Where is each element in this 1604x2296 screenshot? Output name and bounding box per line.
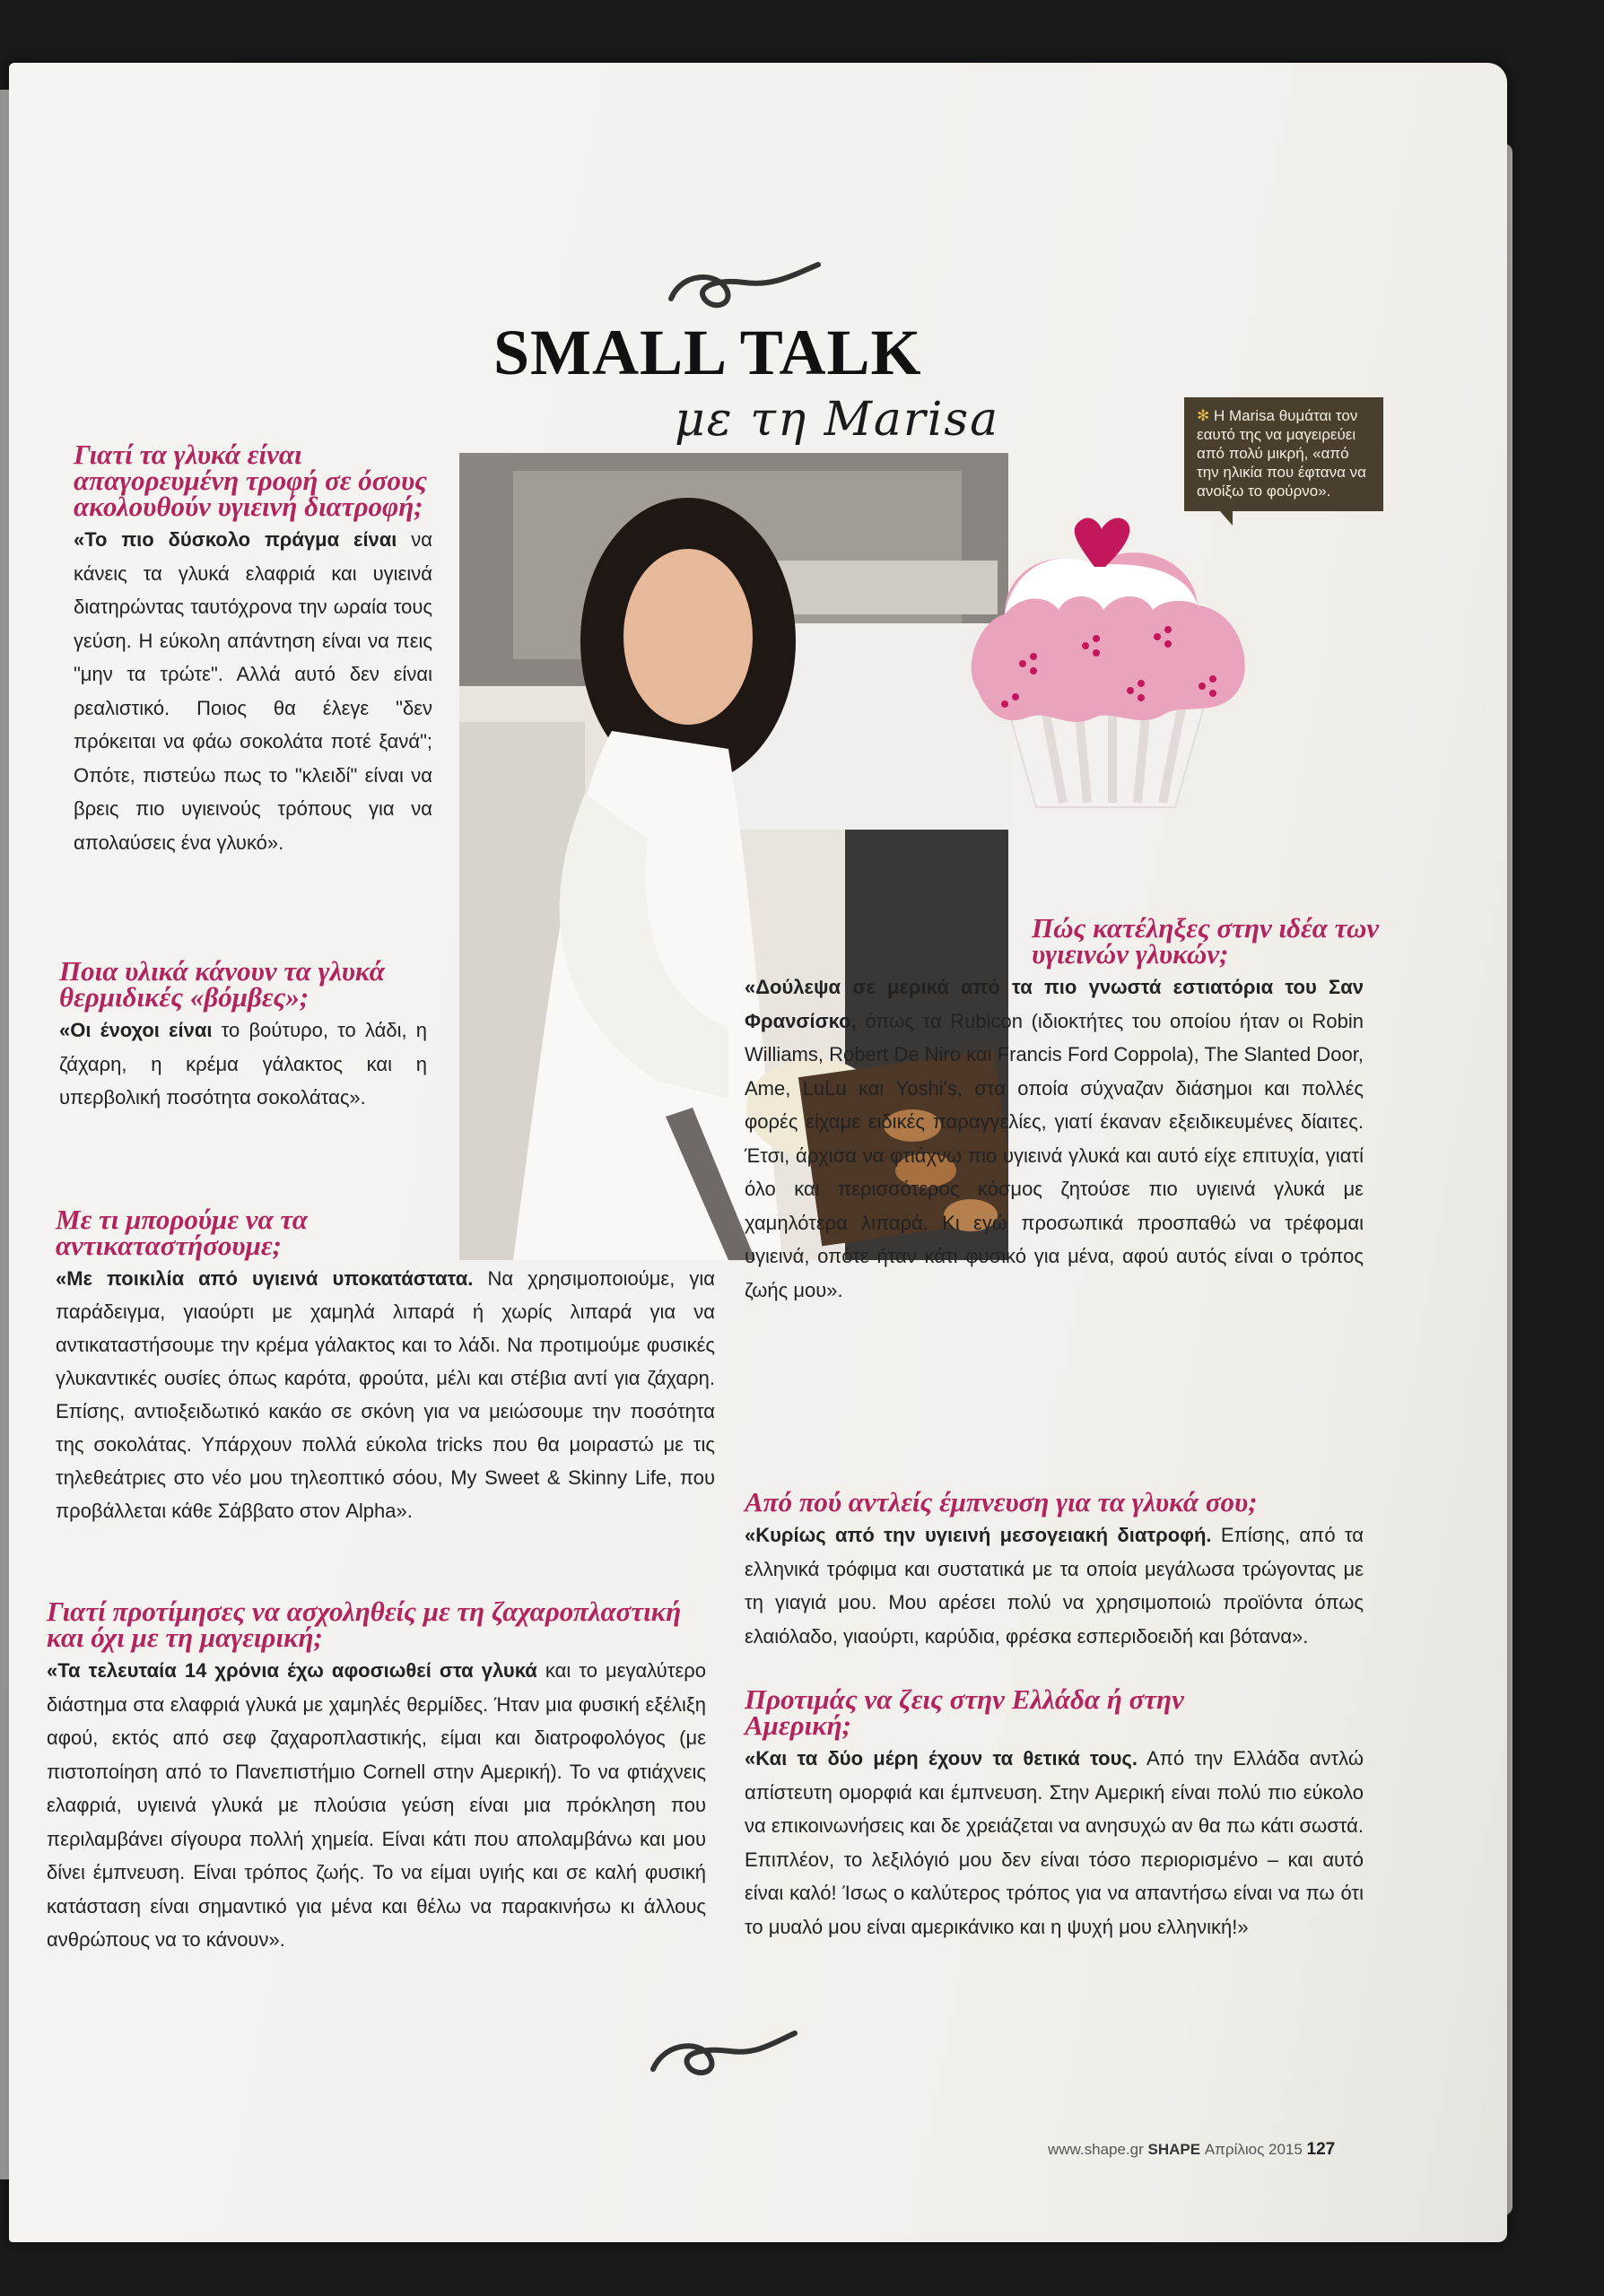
page-title: SMALL TALK bbox=[493, 317, 922, 388]
top-swirl-ornament bbox=[664, 256, 825, 318]
question-5: Πώς κατέληξες στην ιδέα των υγιεινών γλυκών; bbox=[1032, 912, 1380, 970]
qa-block-3 bbox=[56, 1206, 715, 1527]
qa-block-1 bbox=[74, 441, 432, 859]
answer-3 bbox=[56, 1262, 715, 1527]
handwritten-subtitle: με τη Marisa bbox=[675, 393, 1000, 447]
qa-block-6 bbox=[745, 1486, 1364, 1653]
qa-block-4 bbox=[47, 1598, 706, 1957]
footer-url: www.shape.gr bbox=[1048, 2141, 1144, 2158]
answer-5-lead: «Δούλεψα σε μερικά από τα πιο γνωστά εστιατόρια του Σαν Φρανσίσκο, bbox=[745, 976, 1364, 1032]
answer-5 bbox=[745, 970, 1364, 1307]
answer-3-text: Να χρησιμοποιούμε, για παράδειγμα, γιαούρτι με χαμηλά λιπαρά ή χωρίς λιπαρά για να αντικαταστήσουμε την κρέμα γάλακτος και το λάδι. Να προτιμούμε φυσικές γλυκαντικές ουσίες όπως καρότα, φρούτα, μέλι και στέβια αντί για ζάχαρη. Επίσης, αντιοξειδωτικό κακάο σε σκόνη για να μειώσουμε την ποσότητα της σοκολάτας. Υπάρχουν πολλά εύκολα tricks που θα μοιραστώ με τις τηλεθεάτριες στο νέο μου τηλεοπτικό σόου, My Sweet & Skinny Life, που προβάλλεται κάθε Σάββατο στον Alpha». bbox=[56, 1267, 715, 1522]
question-2: Ποια υλικά κάνουν τα γλυκά θερμιδικές «βόμβες»; bbox=[59, 955, 385, 1013]
photo-caption bbox=[1184, 397, 1383, 511]
caption-star-icon: ✻ bbox=[1197, 407, 1210, 424]
answer-5-text: όπως τα Rubicon (ιδιοκτήτες του οποίου ήταν οι Robin Williams, Robert De Niro και Francis Ford Coppola), The Slanted Door, Ame, LuLu και Yoshi's, στα οποία σύχναζαν διάσημοι και πολλές φορές είχαμε ειδικές παραγγελίες, γιατί έκαναν εξειδικευμένες δίαιτες. Έτσι, άρχισα να φτιάχνω πιο υγιεινά γλυκά και αυτό είχε επιτυχία, γιατί όλο και περισσότερος κόσμος ζητούσε πιο υγιεινά γλυκά με χαμηλότερα λιπαρά. Κι εγώ προσωπικά προσπαθώ να τρέφομαι υγιεινά, οπότε ήταν κάτι φυσικό για μένα, αφού αυτός είναι ο τρόπος ζωής μου». bbox=[745, 1009, 1364, 1301]
qa-block-2 bbox=[59, 955, 427, 1115]
question-7: Προτιμάς να ζεις στην Ελλάδα ή στην Αμερική; bbox=[745, 1683, 1184, 1741]
answer-1-text: να κάνεις τα γλυκά ελαφριά και υγιεινά διατηρώντας ταυτόχρονα την ωραία τους γεύση. Η εύκολη απάντηση είναι να πεις "μην τα τρώτε". Αλλά αυτό δεν είναι ρεαλιστικό. Ποιος θα έλεγε "δεν πρόκειται να φάω σοκολάτα ποτέ ξανά"; Οπότε, πιστεύω πως το "κλειδί" είναι να βρεις πιο υγιεινούς τρόπους για να απολαύσεις ένα γλυκό». bbox=[74, 528, 432, 854]
answer-3-lead: «Με ποικιλία από υγιεινά υποκατάστατα. bbox=[56, 1267, 474, 1290]
answer-4 bbox=[47, 1654, 706, 1957]
footer-issue: Απρίλιος 2015 bbox=[1204, 2141, 1303, 2158]
cupcake-illustration bbox=[951, 511, 1265, 879]
qa-block-7 bbox=[745, 1683, 1364, 1944]
answer-4-lead: «Τα τελευταία 14 χρόνια έχω αφοσιωθεί στα γλυκά bbox=[47, 1659, 537, 1682]
answer-4-text: και το μεγαλύτερο διάστημα στα ελαφριά γλυκά με χαμηλές θερμίδες. Ήταν μια φυσική εξέλιξη αφού, εκτός από σεφ ζαχαροπλαστικής, είμαι και διατροφολόγος (με πιστοποίηση από το Πανεπιστήμιο Cornell στην Αμερική). Το να φτιάχνεις ελαφριά, υγιεινά γλυκά με πλούσια γεύση είναι μια πρόκληση που περιλαμβάνει σίγουρα πολλή χημεία. Είναι κάτι που απολαμβάνω και μου δίνει έμπνευση. Είναι τρόπος ζωής. Το να είμαι υγιής και σε καλή φυσική κατάσταση είναι σημαντικό για μένα και θέλω να παρακινήσω κι άλλους ανθρώπους να το κάνουν». bbox=[47, 1659, 707, 1951]
answer-6-text: Επίσης, από τα ελληνικά τρόφιμα και συστατικά με τα οποία μεγάλωσα τρώγοντας με τη γιαγιά μου. Μου αρέσει πολύ να χρησιμοποιώ προϊόντα όπως ελαιόλαδο, γιαούρτι, καρύδια, φρέσκα εσπεριδοειδή και βότανα». bbox=[745, 1524, 1364, 1648]
answer-2 bbox=[59, 1013, 427, 1115]
footer-magazine: SHAPE bbox=[1147, 2141, 1201, 2158]
page-number: 127 bbox=[1306, 2140, 1336, 2159]
answer-1-lead: «Το πιο δύσκολο πράγμα είναι bbox=[74, 528, 397, 551]
answer-7-text: Από την Ελλάδα αντλώ απίστευτη ομορφιά και έμπνευση. Στην Αμερική είναι πολύ πιο εύκολο να επικοινωνήσεις και δε χρειάζεται να ανησυχώ αν θα πω κάτι σωστά. Επιπλέον, το λεξιλόγιό μου δεν είναι τόσο περιορισμένο – και αυτό είναι καλό! Ίσως ο καλύτερος τρόπος για να απαντήσω είναι να πω ότι το μυαλό μου είναι αμερικάνικο και η ψυχή μου ελληνική!» bbox=[745, 1747, 1364, 1938]
question-6: Από πού αντλείς έμπνευση για τα γλυκά σου; bbox=[745, 1486, 1258, 1518]
bottom-swirl-ornament bbox=[648, 2022, 800, 2085]
answer-6 bbox=[745, 1518, 1364, 1653]
answer-2-lead: «Οι ένοχοι είναι bbox=[59, 1019, 213, 1041]
answer-6-lead: «Κυρίως από την υγιεινή μεσογειακή διατροφή. bbox=[745, 1524, 1212, 1546]
question-4: Γιατί προτίμησες να ασχοληθείς με τη ζαχαροπλαστική και όχι με τη μαγειρική; bbox=[47, 1596, 682, 1653]
caption-text: Η Marisa θυμάται τον εαυτό της να μαγειρεύει από πολύ μικρή, «από την ηλικία που έφτανα να ανοίξω το φούρνο». bbox=[1197, 407, 1366, 500]
question-3: Με τι μπορούμε να τα αντικαταστήσουμε; bbox=[56, 1204, 308, 1261]
answer-7 bbox=[745, 1742, 1364, 1944]
answer-2-text: το βούτυρο, το λάδι, η ζάχαρη, η κρέμα γάλακτος και η υπερβολική ποσότητα σοκολάτας». bbox=[59, 1019, 427, 1109]
answer-1 bbox=[74, 523, 432, 859]
qa-block-5 bbox=[745, 912, 1380, 1307]
question-1: Γιατί τα γλυκά είναι απαγορευμένη τροφή σε όσους ακολουθούν υγιεινή διατροφή; bbox=[74, 439, 427, 522]
answer-7-lead: «Και τα δύο μέρη έχουν τα θετικά τους. bbox=[745, 1747, 1138, 1770]
page-footer bbox=[1048, 2140, 1335, 2160]
